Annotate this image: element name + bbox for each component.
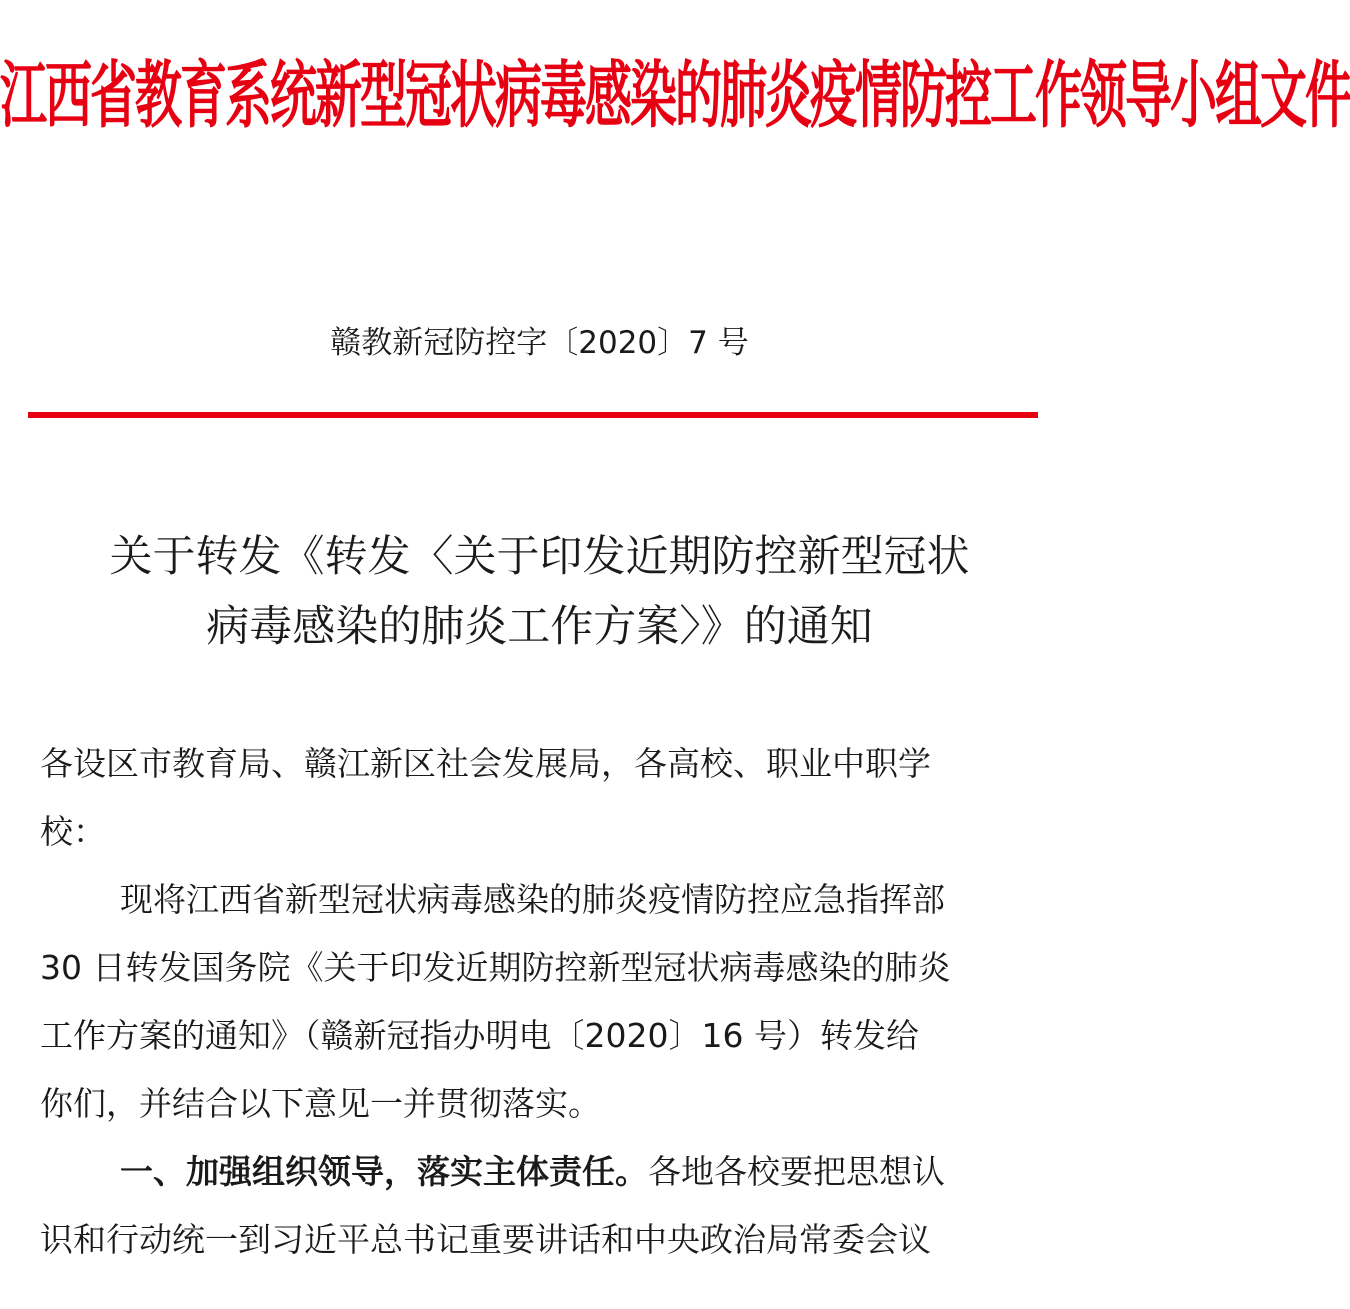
paragraph-1-line-2: 30 日转发国务院《关于印发近期防控新型冠状病毒感染的肺炎 — [40, 948, 951, 987]
red-divider-line — [28, 412, 1038, 418]
notice-title-line-2: 病毒感染的肺炎工作方案〉》的通知 — [206, 602, 873, 652]
document-header-title: 江西省教育系统新型冠状病毒感染的肺炎疫情防控工作领导小组文件 — [0, 53, 1350, 139]
notice-title — [30, 522, 1049, 662]
recipients-line-2: 校： — [40, 812, 106, 851]
recipients-line-1: 各设区市教育局、赣江新区社会发展局，各高校、职业中职学 — [40, 744, 931, 783]
paragraph-1-line-3: 工作方案的通知》（赣新冠指办明电〔2020〕16 号）转发给 — [40, 1016, 919, 1055]
paragraph-1-line-4: 你们，并结合以下意见一并贯彻落实。 — [40, 1084, 601, 1123]
document-number: 赣教新冠防控字〔2020〕7 号 — [330, 325, 749, 361]
section-1-heading: 一、加强组织领导，落实主体责任。 — [120, 1152, 648, 1191]
notice-title-line-1: 关于转发《转发〈关于印发近期防控新型冠状 — [109, 532, 970, 582]
section-1-line-2: 识和行动统一到习近平总书记重要讲话和中央政治局常委会议 — [40, 1220, 931, 1259]
section-1-text-start: 各地各校要把思想认 — [648, 1152, 945, 1191]
paragraph-1-line-1: 现将江西省新型冠状病毒感染的肺炎疫情防控应急指挥部 — [120, 880, 945, 919]
section-1-line-1 — [40, 1138, 1038, 1206]
document-body — [40, 730, 1038, 1274]
